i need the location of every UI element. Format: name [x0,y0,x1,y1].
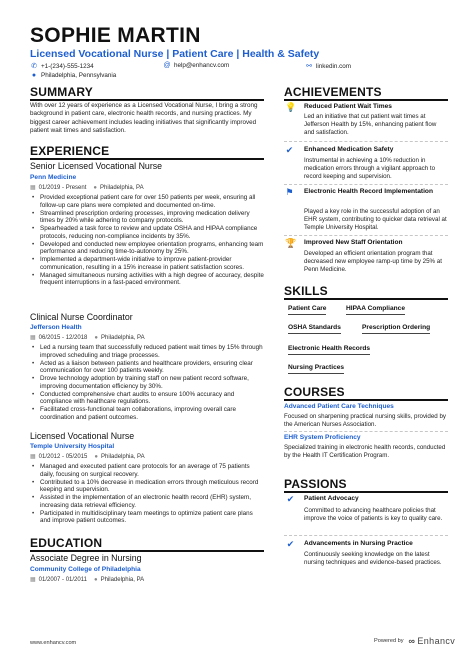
school-name: Community College of Philadelphia [30,566,141,573]
job-title: Clinical Nurse Coordinator [30,312,133,322]
footer-website[interactable]: www.enhancv.com [30,640,77,646]
courses-heading: COURSES [284,385,345,399]
calendar-icon: ▦ [30,454,36,460]
location-contact [30,72,116,79]
list-item: • Streamlined prescription ordering processes, improving medication delivery times by 20% while adhering to company protocols. [32,210,264,226]
enhancv-logo-icon: ∞ [408,636,416,646]
checkmark-icon: ✔ [286,539,295,549]
passion-separator [284,535,448,536]
achievement-desc: Instrumental in achieving a 10% reduction in medication errors through a vigilant approach to record keeping and supervision. [304,157,436,180]
education-dates: 01/2007 - 01/2011 [38,576,87,583]
passions-heading: PASSIONS [284,477,347,491]
enhancv-logo[interactable] [409,636,456,646]
skill-tag: Electronic Health Records [288,345,370,355]
list-item: • Contributed to a 10% decrease in medication errors through meticulous record keeping and supervision. [32,479,264,495]
location-pin-icon: ● [93,184,97,191]
job-location: Philadelphia, PA [101,453,145,460]
trophy-icon: 🏆 [285,238,297,248]
location-pin-icon: ● [94,453,99,460]
passion-title: Patient Advocacy [304,495,359,502]
calendar-icon: ▦ [30,577,36,583]
job-meta [30,334,145,341]
list-item: • Provided exceptional patient care for over 150 patients per week, ensuring all follow-up care plans were completed and documented on-time. [32,194,264,210]
achievement-separator [284,235,448,236]
courses-divider [284,399,448,401]
job-location: Philadelphia, PA [100,184,144,191]
candidate-name: SOPHIE MARTIN [30,24,201,47]
summary-text: With over 12 years of experience as a Licensed Vocational Nurse, I bring a strong background in patient care, electronic health records, and nursing practices. My biggest career achievement includes leading initiatives that significantly improved patient wait times and satisfaction. [30,102,258,135]
checkmark-icon: ✔ [286,494,295,504]
education-divider [30,550,264,552]
powered-by-label: Powered by [374,638,404,644]
job-bullets [32,194,264,287]
achievements-heading: ACHIEVEMENTS [284,85,382,99]
passion-title: Advancements in Nursing Practice [304,540,413,547]
list-item: • Managed and executed patient care protocols for an average of 75 patients daily, focusing on surgical recovery. [32,463,264,479]
job-dates: 01/2012 - 05/2015 [38,453,88,460]
job-location: Philadelphia, PA [101,334,145,341]
passion-desc: Continuously seeking knowledge on the latest nursing techniques and evidence-based practices. [304,551,442,566]
list-item: • Drove technology adoption by training staff on new patient record software, improving documentation efficiency by 30%. [32,375,264,391]
enhancv-logo-text: Enhancv [417,636,456,646]
achievement-title: Improved New Staff Orientation [304,239,403,246]
education-location: Philadelphia, PA [100,576,145,583]
skills-heading: SKILLS [284,284,328,298]
company-name: Penn Medicine [30,174,77,181]
company-name: Temple University Hospital [30,443,115,450]
education-meta [30,576,144,583]
location-pin-icon: ● [94,334,99,341]
achievement-separator [284,141,448,142]
phone-contact [30,62,94,70]
education-heading: EDUCATION [30,536,103,550]
job-bullets [32,463,264,525]
phone-number: +1-(234)-555-1234 [41,62,94,70]
achievement-desc: Led an initiative that cut patient wait times at Jefferson Health by 15%, enhancing patient flow and satisfaction. [304,113,437,136]
achievement-desc: Developed an efficient orientation program that decreased new employee ramp-up time by 25% at Penn Medicine. [304,250,442,273]
experience-divider [30,158,264,160]
course-desc: Specialized training in electronic health records, conducted by the Health IT Certification Program. [284,444,446,459]
list-item: • Led a nursing team that successfully reduced patient wait times by 15% through improved scheduling and triage processes. [32,344,264,360]
list-item: • Facilitated cross-functional team collaborations, improving overall care coordination and patient outcomes. [32,406,264,422]
passion-desc: Committed to advancing healthcare policies that improve the voice of patients is key to quality care. [304,507,443,522]
degree-title: Associate Degree in Nursing [30,553,142,563]
experience-heading: EXPERIENCE [30,144,110,158]
list-item: • Acted as a liaison between patients and healthcare providers, ensuring clear communication for over 100 patients weekly. [32,360,264,376]
achievement-title: Reduced Patient Wait Times [304,103,392,110]
list-item: • Spearheaded a task force to review and update OSHA and HIPAA compliance protocols, reducing non-compliance incidents by 35%. [32,225,264,241]
achievements-divider [284,99,448,101]
job-title: Senior Licensed Vocational Nurse [30,161,163,171]
linkedin-contact[interactable] [305,62,351,70]
email-address[interactable]: help@enhancv.com [174,62,230,69]
list-item: • Implemented a department-wide initiative to improve patient-provider communication, resulting in a 15% increase in patient satisfaction scores. [32,256,264,272]
job-meta [30,184,144,191]
footer-brand [374,636,455,646]
course-title: Advanced Patient Care Techniques [284,403,394,410]
candidate-role: Licensed Vocational Nurse | Patient Care | Health & Safety [30,48,320,60]
linkedin-url[interactable]: linkedin.com [316,62,351,70]
achievement-title: Electronic Health Record Implementation [304,188,433,195]
skill-tag: Prescription Ordering [362,324,430,334]
course-separator [284,431,448,432]
list-item: • Participated in multidisciplinary team meetings to optimize patient care plans and improve patient outcomes. [32,510,264,526]
summary-divider [30,99,264,101]
list-item: • Conducted comprehensive chart audits to ensure 100% accuracy and compliance with healthcare regulations. [32,391,264,407]
skill-tag: OSHA Standards [288,324,341,334]
flag-icon: ⚑ [285,187,294,197]
phone-icon: ✆ [31,63,37,70]
skill-tag: HIPAA Compliance [346,305,405,315]
location-pin-icon: ● [93,576,98,583]
course-title: EHR System Proficiency [284,434,361,441]
course-desc: Focused on sharpening practical nursing skills, provided by the American Nurses Association. [284,413,446,428]
achievement-title: Enhanced Medication Safety [304,146,394,153]
company-name: Jefferson Health [30,324,82,331]
job-meta [30,453,145,460]
checkmark-icon: ✔ [285,145,294,155]
summary-heading: SUMMARY [30,85,93,99]
calendar-icon: ▦ [30,335,36,341]
skills-divider [284,298,448,300]
location-pin-icon: ● [31,72,37,79]
job-dates: 01/2019 - Present [38,184,87,191]
job-title: Licensed Vocational Nurse [30,431,135,441]
achievement-separator [284,184,448,185]
skill-tag: Nursing Practices [288,364,344,374]
list-item: • Managed simultaneous nursing activities with a high degree of accuracy, despite frequent interruptions in a fast-paced environment. [32,272,264,288]
lightbulb-icon: 💡 [285,102,297,112]
link-icon: ⚯ [306,63,312,70]
email-contact[interactable] [163,62,229,69]
at-icon: @ [163,62,171,69]
calendar-icon: ▦ [30,185,36,191]
job-bullets [32,344,264,422]
list-item: • Assisted in the implementation of an electronic health record (EHR) system, increasing data retrieval efficiency. [32,494,264,510]
passions-divider [284,491,448,493]
achievement-desc: Played a key role in the successful adoption of an EHR system, contributing to quicker data retrieval at Temple University Hospital. [304,208,447,231]
skill-tag: Patient Care [288,305,326,315]
job-dates: 06/2015 - 12/2018 [38,334,88,341]
list-item: • Developed and conducted new employee orientation programs, enhancing team performance and reducing time-to-autonomy by 25%. [32,241,264,257]
location-text: Philadelphia, Pennsylvania [41,72,117,79]
